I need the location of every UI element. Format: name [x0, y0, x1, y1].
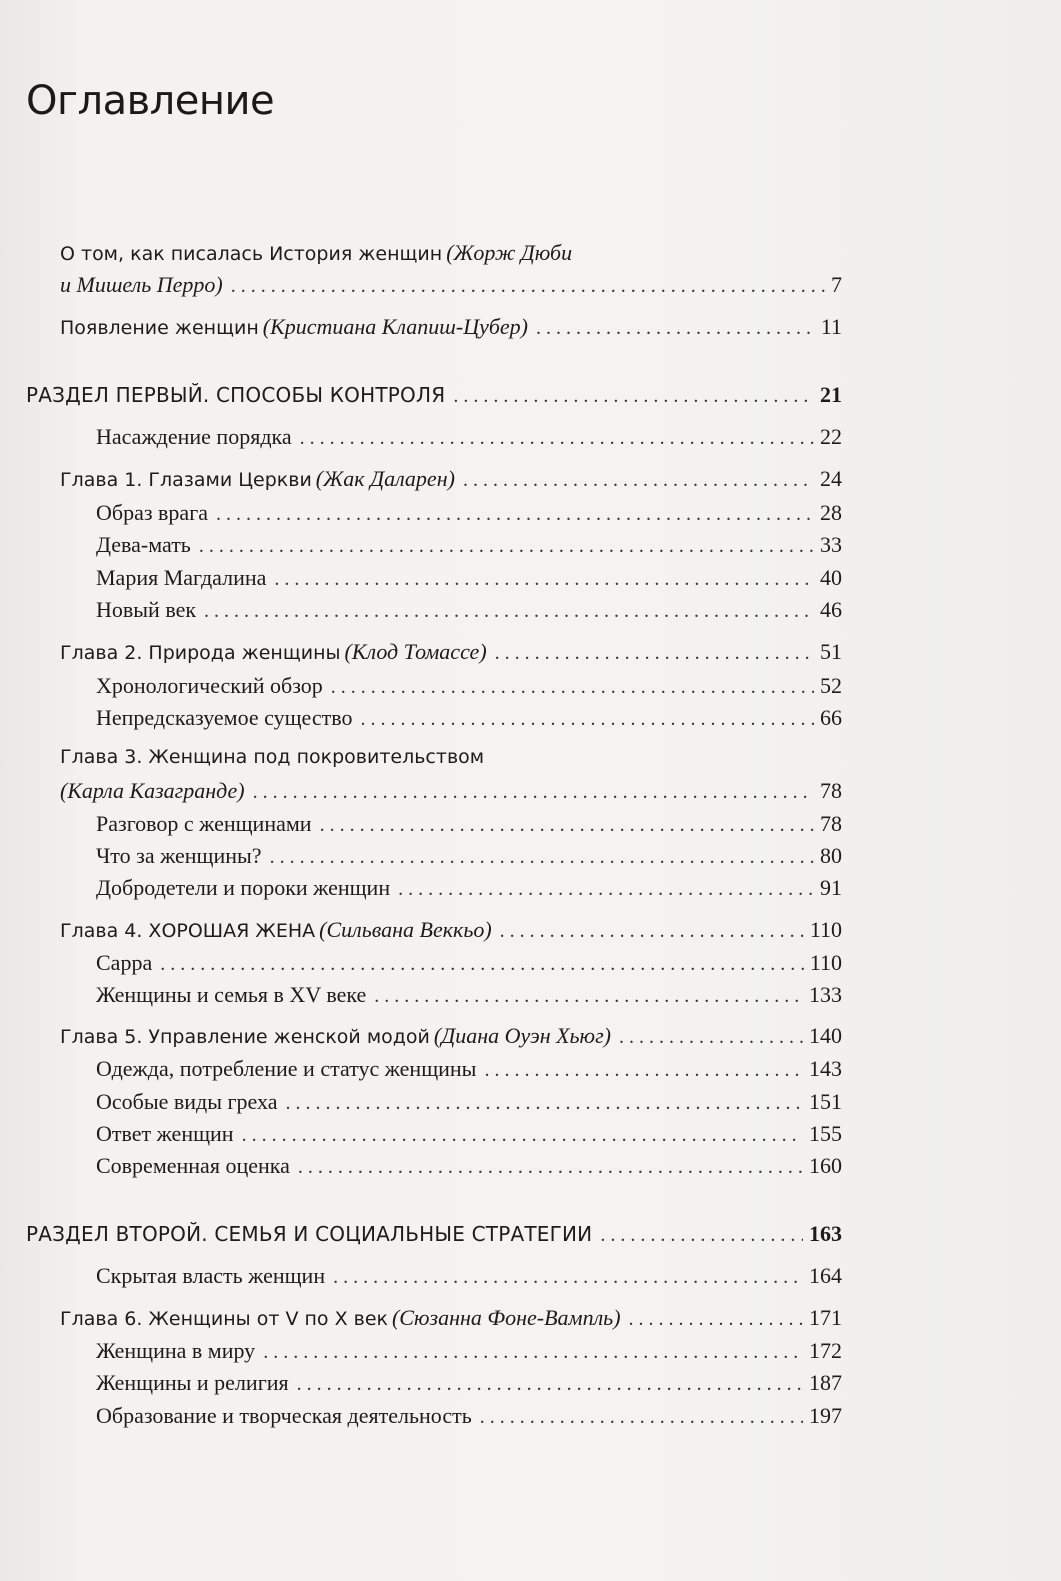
entry-page: 155: [809, 1121, 842, 1146]
leader-dots: [463, 469, 814, 492]
leader-dots: [331, 676, 814, 699]
leader-dots: [360, 708, 814, 731]
leader-dots: [216, 503, 814, 526]
toc-part-2: [26, 1221, 842, 1247]
toc-subentry: [96, 1403, 842, 1429]
entry-title: О том, как писалась История женщин: [60, 243, 443, 265]
entry-author-continued: и Мишель Перро): [60, 272, 223, 297]
toc-subentry: [96, 1263, 842, 1289]
chapter-author: (Сюзанна Фоне-Вампль): [391, 1305, 621, 1330]
chapter-page: 51: [820, 639, 842, 664]
chapter-author: (Сильвана Веккьо): [319, 917, 492, 942]
entry-page: 110: [809, 950, 842, 975]
leader-dots: [619, 1026, 803, 1049]
chapter-page: 171: [809, 1305, 842, 1330]
leader-dots: [274, 568, 814, 591]
toc-chapter-5: [60, 1023, 842, 1049]
leader-dots: [398, 878, 814, 901]
toc-subentry: [96, 1089, 842, 1115]
leader-dots: [253, 781, 814, 804]
entry-title: Разговор с женщинами: [96, 811, 312, 836]
part-page: 163: [809, 1221, 842, 1246]
chapter-author: (Карла Казагранде): [60, 778, 245, 803]
entry-page: 52: [820, 673, 842, 698]
entry-page: 80: [820, 843, 842, 868]
entry-title: Мария Магдалина: [96, 565, 267, 590]
leader-dots: [495, 642, 814, 665]
page-title: Оглавление: [26, 78, 275, 124]
chapter-author: (Жак Даларен): [315, 466, 455, 491]
entry-title: Одежда, потребление и статус женщины: [96, 1056, 477, 1081]
toc-chapter-4: [60, 917, 842, 943]
leader-dots: [629, 1308, 803, 1331]
entry-page: 46: [820, 597, 842, 622]
chapter-title: Глава 3. Женщина под покровительством: [60, 746, 485, 768]
entry-author: (Жорж Дюби: [446, 240, 573, 265]
toc-subentry: [96, 705, 842, 731]
toc-subentry: [96, 1056, 842, 1082]
leader-dots: [484, 1059, 803, 1082]
toc-subentry: [96, 597, 842, 623]
entry-page: 164: [809, 1263, 842, 1288]
leader-dots: [333, 1266, 803, 1289]
leader-dots: [242, 1124, 803, 1147]
entry-title: Дева-мать: [96, 532, 191, 557]
toc-entry-intro-2: [60, 314, 842, 340]
entry-page: 28: [820, 500, 842, 525]
toc-chapter-6: [60, 1305, 842, 1331]
entry-page: 197: [809, 1403, 842, 1428]
entry-page: 91: [820, 875, 842, 900]
leader-dots: [536, 317, 815, 340]
leader-dots: [374, 985, 803, 1008]
toc-subentry: [96, 811, 842, 837]
toc-chapter-3-line1: [60, 746, 484, 768]
entry-title: Добродетели и пороки женщин: [96, 875, 391, 900]
leader-dots: [199, 535, 814, 558]
leader-dots: [298, 1156, 803, 1179]
toc-entry-intro-1-line1: [60, 240, 572, 266]
leader-dots: [500, 920, 804, 943]
entry-title: Особые виды греха: [96, 1089, 278, 1114]
toc-chapter-1: [60, 466, 842, 492]
toc-chapter-2: [60, 639, 842, 665]
leader-dots: [270, 846, 814, 869]
leader-dots: [231, 275, 825, 298]
entry-author: (Кристиана Клапиш-Цубер): [262, 314, 528, 339]
entry-page: 78: [820, 811, 842, 836]
leader-dots: [286, 1092, 804, 1115]
toc-subentry: [96, 500, 842, 526]
entry-page: 133: [809, 982, 842, 1007]
leader-dots: [300, 427, 814, 450]
toc-subentry: [96, 843, 842, 869]
entry-title: Хронологический обзор: [96, 673, 323, 698]
toc-subentry: [96, 424, 842, 450]
chapter-title: Глава 5. Управление женской модой: [60, 1026, 430, 1048]
entry-page: 187: [809, 1370, 842, 1395]
entry-title: Современная оценка: [96, 1153, 290, 1178]
entry-title: Непредсказуемое существо: [96, 705, 353, 730]
entry-page: 22: [820, 424, 842, 449]
chapter-title: Глава 1. Глазами Церкви: [60, 469, 312, 491]
toc-part-1: [26, 382, 842, 408]
leader-dots: [297, 1373, 803, 1396]
chapter-author: (Клод Томассе): [344, 639, 487, 664]
toc-subentry: [96, 950, 842, 976]
chapter-title: Глава 6. Женщины от V по X век: [60, 1308, 388, 1330]
entry-title: Женщины и семья в XV веке: [96, 982, 367, 1007]
leader-dots: [600, 1224, 803, 1247]
entry-page: 151: [809, 1089, 842, 1114]
entry-page: 172: [809, 1338, 842, 1363]
entry-title: Появление женщин: [60, 317, 259, 339]
toc-subentry: [96, 1153, 842, 1179]
chapter-page: 140: [809, 1023, 842, 1048]
entry-title: Сарра: [96, 950, 153, 975]
part-page: 21: [820, 382, 842, 407]
toc-subentry: [96, 875, 842, 901]
toc-subentry: [96, 673, 842, 699]
entry-page: 160: [809, 1153, 842, 1178]
entry-title: Скрытая власть женщин: [96, 1263, 326, 1288]
entry-page: 33: [820, 532, 842, 557]
toc-subentry: [96, 1121, 842, 1147]
leader-dots: [160, 953, 804, 976]
leader-dots: [204, 600, 814, 623]
entry-title: Образ врага: [96, 500, 208, 525]
entry-title: Образование и творческая деятельность: [96, 1403, 472, 1428]
toc-subentry: [96, 1370, 842, 1396]
entry-page: 11: [820, 314, 842, 339]
part-title: РАЗДЕЛ ПЕРВЫЙ. СПОСОБЫ КОНТРОЛЯ: [26, 383, 446, 407]
chapter-author: (Диана Оуэн Хьюг): [433, 1023, 611, 1048]
chapter-page: 110: [809, 917, 842, 942]
entry-page: 7: [831, 272, 842, 297]
toc-subentry: [96, 565, 842, 591]
entry-page: 143: [809, 1056, 842, 1081]
entry-title: Женщина в миру: [96, 1338, 256, 1363]
entry-title: Насаждение порядка: [96, 424, 292, 449]
chapter-title: Глава 2. Природа женщины: [60, 642, 341, 664]
entry-title: Ответ женщин: [96, 1121, 234, 1146]
part-title: РАЗДЕЛ ВТОРОЙ. СЕМЬЯ И СОЦИАЛЬНЫЕ СТРАТЕГИИ: [26, 1222, 593, 1246]
chapter-title: Глава 4. ХОРОШАЯ ЖЕНА: [60, 920, 316, 942]
toc-entry-intro-1-line2: [60, 272, 842, 298]
entry-title: Новый век: [96, 597, 197, 622]
entry-page: 40: [820, 565, 842, 590]
entry-page: 66: [820, 705, 842, 730]
leader-dots: [480, 1406, 803, 1429]
entry-title: Что за женщины?: [96, 843, 262, 868]
leader-dots: [320, 814, 814, 837]
toc-subentry: [96, 1338, 842, 1364]
entry-title: Женщины и религия: [96, 1370, 289, 1395]
leader-dots: [263, 1341, 803, 1364]
toc-subentry: [96, 532, 842, 558]
chapter-page: 78: [820, 778, 842, 803]
toc-subentry: [96, 982, 842, 1008]
chapter-page: 24: [820, 466, 842, 491]
leader-dots: [453, 385, 814, 408]
toc-chapter-3-line2: [60, 778, 842, 804]
